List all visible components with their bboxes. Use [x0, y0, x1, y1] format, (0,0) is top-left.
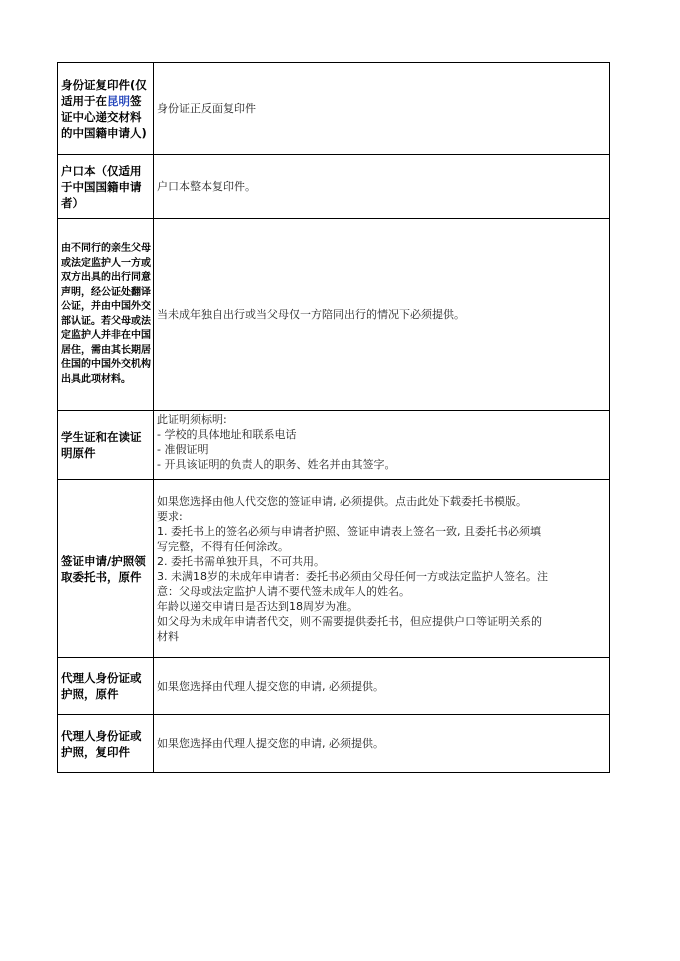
row-label-highlight: 昆明 — [107, 93, 130, 108]
content-line: 如父母为未成年申请者代交，则不需要提供委托书，但应提供户口等证明关系的 — [157, 614, 542, 628]
content-line: 写完整，不得有任何涂改。 — [157, 539, 289, 553]
row-label — [58, 63, 154, 155]
row-label: 代理人身份证或护照，复印件 — [58, 715, 154, 773]
content-line: 材料 — [157, 629, 179, 643]
table-row — [58, 63, 610, 155]
requirements-table — [57, 62, 610, 773]
row-label: 代理人身份证或护照，原件 — [58, 658, 154, 715]
content-line: 此证明须标明: — [157, 413, 227, 426]
table-row — [58, 715, 610, 773]
row-content: 身份证正反面复印件 — [154, 63, 610, 155]
content-line: 1. 委托书上的签名必须与申请者护照、签证申请表上签名一致, 且委托书必须填 — [157, 524, 541, 538]
content-line: 3. 未满18岁的未成年申请者：委托书必须由父母任何一方或法定监护人签名。注 — [157, 569, 548, 583]
table-row — [58, 155, 610, 219]
content-line: 年龄以递交申请日是否达到18周岁为准。 — [157, 599, 358, 613]
row-label: 签证申请/护照领取委托书，原件 — [58, 480, 154, 658]
row-label-text: 签证中心递交材料的中国籍申请人) — [61, 93, 147, 140]
table-row — [58, 480, 610, 658]
content-line: 意：父母或法定监护人请不要代签未成年人的姓名。 — [157, 584, 410, 598]
row-content: 如果您选择由代理人提交您的申请, 必须提供。 — [154, 658, 610, 715]
row-content: 如果您选择由代理人提交您的申请, 必须提供。 — [154, 715, 610, 773]
content-line: 如果您选择由他人代交您的签证申请, 必须提供。点击此处下载委托书模版。 — [157, 494, 527, 508]
row-content — [154, 480, 610, 658]
row-content: 当未成年独自出行或当父母仅一方陪同出行的情况下必须提供。 — [154, 219, 610, 411]
content-line: - 准假证明 — [157, 443, 209, 456]
content-line: 要求: — [157, 509, 183, 523]
row-label: 由不同行的亲生父母或法定监护人一方或双方出具的出行同意声明，经公证处翻译公证，并由中国外交部认证。若父母或法定监护人并非在中国居住，需由其长期居住国的中国外交机构出具此项材料。 — [58, 219, 154, 411]
table-row — [58, 411, 610, 480]
content-line: - 开具该证明的负责人的职务、姓名并由其签字。 — [157, 458, 396, 471]
row-label-text: 身份证复印件(仅适用于在 — [61, 77, 147, 108]
row-content — [154, 411, 610, 480]
table-row — [58, 658, 610, 715]
content-line: 2. 委托书需单独开具，不可共用。 — [157, 554, 325, 568]
table-row — [58, 219, 610, 411]
row-content: 户口本整本复印件。 — [154, 155, 610, 219]
row-label: 学生证和在读证明原件 — [58, 411, 154, 480]
content-line: - 学校的具体地址和联系电话 — [157, 428, 297, 441]
row-label: 户口本（仅适用于中国国籍申请者） — [58, 155, 154, 219]
